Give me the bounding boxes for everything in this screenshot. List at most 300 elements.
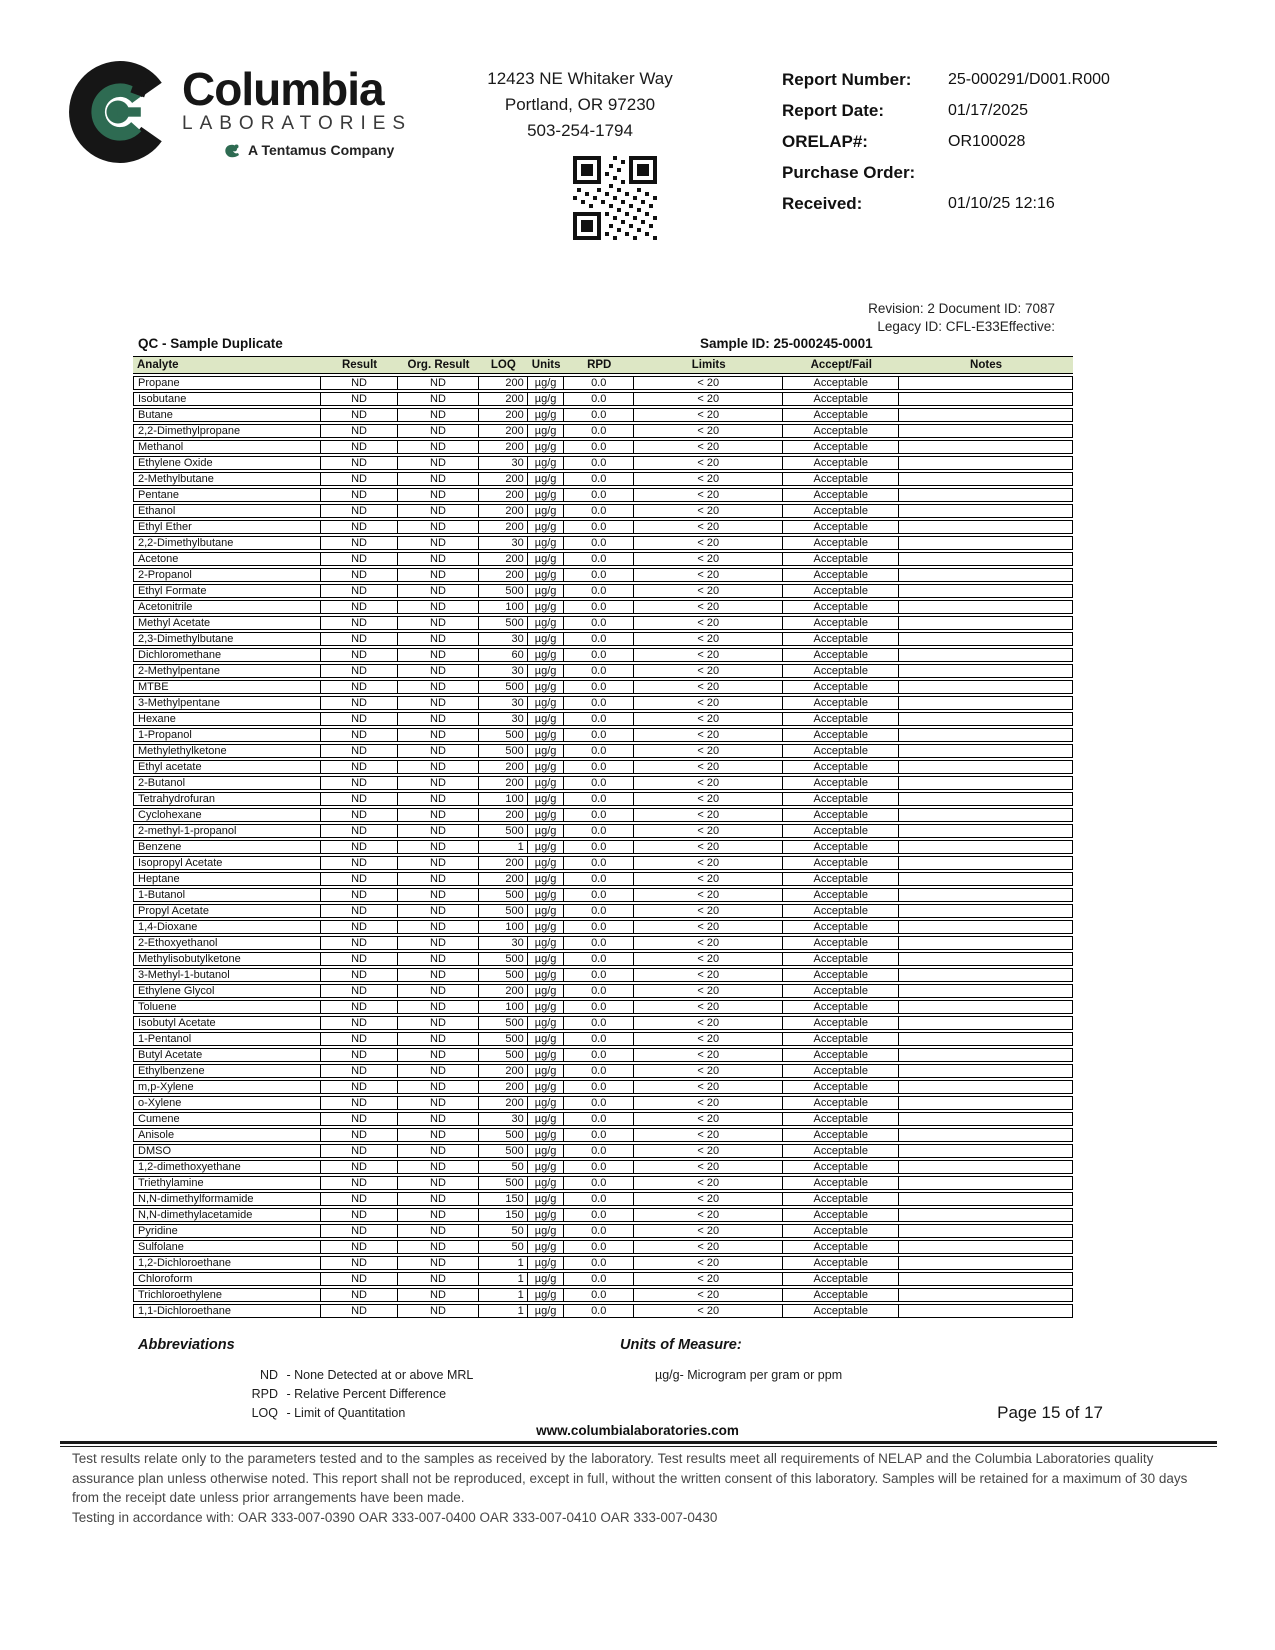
- cell-units: µg/g: [528, 872, 565, 886]
- cell-analyte: Cumene: [133, 1112, 321, 1126]
- cell-loq: 30: [479, 936, 528, 950]
- table-row: [133, 1160, 1073, 1174]
- cell-notes: [899, 1240, 1073, 1254]
- report-info-value: OR100028: [948, 133, 1026, 150]
- cell-units: µg/g: [528, 696, 565, 710]
- cell-units: µg/g: [528, 648, 565, 662]
- table-row: [133, 1128, 1073, 1142]
- cell-accept-fail: Acceptable: [783, 1144, 899, 1158]
- address-line-1: 12423 NE Whitaker Way: [487, 69, 673, 88]
- cell-rpd: 0.0: [564, 1080, 634, 1094]
- cell-analyte: Pyridine: [133, 1224, 321, 1238]
- cell-limits: < 20: [634, 648, 783, 662]
- cell-units: µg/g: [528, 520, 565, 534]
- cell-units: µg/g: [528, 856, 565, 870]
- table-row: [133, 1080, 1073, 1094]
- cell-org-result: ND: [398, 520, 479, 534]
- cell-accept-fail: Acceptable: [783, 824, 899, 838]
- cell-analyte: Propyl Acetate: [133, 904, 321, 918]
- cell-rpd: 0.0: [564, 1144, 634, 1158]
- sample-id-value: 25-000245-0001: [773, 336, 873, 351]
- cell-loq: 100: [479, 920, 528, 934]
- cell-notes: [899, 760, 1073, 774]
- cell-accept-fail: Acceptable: [783, 376, 899, 390]
- table-row: [133, 952, 1073, 966]
- cell-limits: < 20: [634, 760, 783, 774]
- table-row: [133, 536, 1073, 550]
- table-row: [133, 376, 1073, 390]
- cell-loq: 200: [479, 440, 528, 454]
- cell-result: ND: [321, 600, 398, 614]
- cell-loq: 200: [479, 488, 528, 502]
- cell-result: ND: [321, 1192, 398, 1206]
- cell-notes: [899, 1160, 1073, 1174]
- cell-limits: < 20: [634, 536, 783, 550]
- cell-org-result: ND: [398, 776, 479, 790]
- table-row: [133, 680, 1073, 694]
- abbreviation-item: [238, 1366, 473, 1385]
- abbreviation-text: - Limit of Quantitation: [283, 1406, 406, 1420]
- cell-notes: [899, 808, 1073, 822]
- cell-units: µg/g: [528, 792, 565, 806]
- cell-accept-fail: Acceptable: [783, 872, 899, 886]
- cell-loq: 200: [479, 1080, 528, 1094]
- cell-analyte: Heptane: [133, 872, 321, 886]
- cell-analyte: Tetrahydrofuran: [133, 792, 321, 806]
- qc-table-body: [133, 376, 1073, 1318]
- cell-org-result: ND: [398, 712, 479, 726]
- cell-analyte: 2-Ethoxyethanol: [133, 936, 321, 950]
- cell-loq: 150: [479, 1192, 528, 1206]
- cell-result: ND: [321, 696, 398, 710]
- cell-units: µg/g: [528, 1048, 565, 1062]
- cell-org-result: ND: [398, 1240, 479, 1254]
- cell-notes: [899, 1288, 1073, 1302]
- cell-rpd: 0.0: [564, 712, 634, 726]
- cell-loq: 200: [479, 872, 528, 886]
- cell-units: µg/g: [528, 712, 565, 726]
- cell-limits: < 20: [634, 1192, 783, 1206]
- cell-result: ND: [321, 1272, 398, 1286]
- cell-notes: [899, 1256, 1073, 1270]
- cell-result: ND: [321, 936, 398, 950]
- cell-rpd: 0.0: [564, 424, 634, 438]
- cell-units: µg/g: [528, 440, 565, 454]
- abbreviations-items: [238, 1366, 473, 1423]
- cell-notes: [899, 1272, 1073, 1286]
- cell-accept-fail: Acceptable: [783, 1080, 899, 1094]
- cell-notes: [899, 1128, 1073, 1142]
- cell-limits: < 20: [634, 904, 783, 918]
- cell-limits: < 20: [634, 728, 783, 742]
- cell-analyte: 1,2-Dichloroethane: [133, 1256, 321, 1270]
- cell-accept-fail: Acceptable: [783, 1064, 899, 1078]
- table-row: [133, 632, 1073, 646]
- testing-accordance-line: Testing in accordance with: OAR 333-007-0390 OAR 333-007-0400 OAR 333-007-0410 OAR 333-007-0430: [72, 1509, 718, 1525]
- cell-rpd: 0.0: [564, 920, 634, 934]
- cell-accept-fail: Acceptable: [783, 1032, 899, 1046]
- cell-loq: 100: [479, 1000, 528, 1014]
- cell-rpd: 0.0: [564, 1032, 634, 1046]
- cell-rpd: 0.0: [564, 1000, 634, 1014]
- cell-org-result: ND: [398, 1288, 479, 1302]
- cell-units: µg/g: [528, 760, 565, 774]
- cell-units: µg/g: [528, 568, 565, 582]
- cell-accept-fail: Acceptable: [783, 568, 899, 582]
- cell-notes: [899, 792, 1073, 806]
- cell-accept-fail: Acceptable: [783, 1000, 899, 1014]
- cell-analyte: Ethanol: [133, 504, 321, 518]
- cell-loq: 200: [479, 856, 528, 870]
- cell-result: ND: [321, 1176, 398, 1190]
- cell-org-result: ND: [398, 904, 479, 918]
- cell-units: µg/g: [528, 1160, 565, 1174]
- cell-limits: < 20: [634, 872, 783, 886]
- cell-notes: [899, 1224, 1073, 1238]
- cell-org-result: ND: [398, 408, 479, 422]
- table-row: [133, 1240, 1073, 1254]
- cell-notes: [899, 1176, 1073, 1190]
- cell-rpd: 0.0: [564, 1256, 634, 1270]
- cell-analyte: Cyclohexane: [133, 808, 321, 822]
- cell-analyte: 2-Propanol: [133, 568, 321, 582]
- cell-loq: 100: [479, 792, 528, 806]
- cell-loq: 500: [479, 1032, 528, 1046]
- cell-accept-fail: Acceptable: [783, 808, 899, 822]
- cell-loq: 200: [479, 424, 528, 438]
- cell-loq: 200: [479, 984, 528, 998]
- cell-rpd: 0.0: [564, 1192, 634, 1206]
- cell-units: µg/g: [528, 376, 565, 390]
- cell-notes: [899, 376, 1073, 390]
- cell-result: ND: [321, 1208, 398, 1222]
- cell-accept-fail: Acceptable: [783, 648, 899, 662]
- table-row: [133, 1096, 1073, 1110]
- cell-result: ND: [321, 904, 398, 918]
- cell-accept-fail: Acceptable: [783, 776, 899, 790]
- cell-result: ND: [321, 856, 398, 870]
- report-info-label: Received:: [782, 194, 863, 213]
- cell-rpd: 0.0: [564, 408, 634, 422]
- cell-org-result: ND: [398, 424, 479, 438]
- cell-accept-fail: Acceptable: [783, 888, 899, 902]
- cell-analyte: Toluene: [133, 1000, 321, 1014]
- cell-limits: < 20: [634, 552, 783, 566]
- cell-rpd: 0.0: [564, 856, 634, 870]
- cell-notes: [899, 952, 1073, 966]
- cell-accept-fail: Acceptable: [783, 1176, 899, 1190]
- cell-org-result: ND: [398, 648, 479, 662]
- cell-notes: [899, 1192, 1073, 1206]
- cell-notes: [899, 648, 1073, 662]
- cell-org-result: ND: [398, 984, 479, 998]
- cell-analyte: Trichloroethylene: [133, 1288, 321, 1302]
- cell-result: ND: [321, 520, 398, 534]
- cell-rpd: 0.0: [564, 1096, 634, 1110]
- cell-analyte: o-Xylene: [133, 1096, 321, 1110]
- cell-analyte: Acetone: [133, 552, 321, 566]
- table-row: [133, 392, 1073, 406]
- table-row: [133, 1048, 1073, 1062]
- cell-result: ND: [321, 504, 398, 518]
- table-row: [133, 1256, 1073, 1270]
- cell-accept-fail: Acceptable: [783, 488, 899, 502]
- cell-accept-fail: Acceptable: [783, 968, 899, 982]
- cell-notes: [899, 600, 1073, 614]
- cell-accept-fail: Acceptable: [783, 840, 899, 854]
- cell-units: µg/g: [528, 392, 565, 406]
- cell-result: ND: [321, 776, 398, 790]
- cell-notes: [899, 936, 1073, 950]
- table-row: [133, 744, 1073, 758]
- cell-limits: < 20: [634, 600, 783, 614]
- cell-rpd: 0.0: [564, 600, 634, 614]
- cell-org-result: ND: [398, 760, 479, 774]
- column-header-accept-fail: Accept/Fail: [783, 356, 899, 374]
- table-row: [133, 600, 1073, 614]
- cell-analyte: Ethylene Glycol: [133, 984, 321, 998]
- cell-result: ND: [321, 808, 398, 822]
- cell-analyte: MTBE: [133, 680, 321, 694]
- cell-units: µg/g: [528, 632, 565, 646]
- cell-limits: < 20: [634, 1048, 783, 1062]
- table-row: [133, 1288, 1073, 1302]
- cell-org-result: ND: [398, 696, 479, 710]
- cell-rpd: 0.0: [564, 1304, 634, 1318]
- table-row: [133, 824, 1073, 838]
- cell-org-result: ND: [398, 1208, 479, 1222]
- abbreviations-block: [138, 1337, 473, 1423]
- cell-rpd: 0.0: [564, 504, 634, 518]
- table-row: [133, 1016, 1073, 1030]
- cell-limits: < 20: [634, 696, 783, 710]
- cell-units: µg/g: [528, 1256, 565, 1270]
- cell-org-result: ND: [398, 1112, 479, 1126]
- cell-accept-fail: Acceptable: [783, 1096, 899, 1110]
- cell-accept-fail: Acceptable: [783, 760, 899, 774]
- brand-subtitle: LABORATORIES: [182, 113, 413, 134]
- abbreviations-title: Abbreviations: [138, 1337, 235, 1353]
- table-row: [133, 472, 1073, 486]
- table-row: [133, 584, 1073, 598]
- cell-accept-fail: Acceptable: [783, 856, 899, 870]
- cell-rpd: 0.0: [564, 1224, 634, 1238]
- cell-rpd: 0.0: [564, 584, 634, 598]
- cell-rpd: 0.0: [564, 984, 634, 998]
- cell-analyte: N,N-dimethylformamide: [133, 1192, 321, 1206]
- cell-result: ND: [321, 1016, 398, 1030]
- table-row: [133, 728, 1073, 742]
- cell-org-result: ND: [398, 376, 479, 390]
- cell-accept-fail: Acceptable: [783, 744, 899, 758]
- cell-notes: [899, 728, 1073, 742]
- cell-loq: 500: [479, 728, 528, 742]
- cell-org-result: ND: [398, 600, 479, 614]
- cell-units: µg/g: [528, 424, 565, 438]
- cell-accept-fail: Acceptable: [783, 1160, 899, 1174]
- cell-result: ND: [321, 920, 398, 934]
- cell-rpd: 0.0: [564, 648, 634, 662]
- cell-notes: [899, 1304, 1073, 1318]
- cell-notes: [899, 696, 1073, 710]
- cell-loq: 200: [479, 376, 528, 390]
- cell-org-result: ND: [398, 1160, 479, 1174]
- cell-loq: 200: [479, 1064, 528, 1078]
- cell-notes: [899, 568, 1073, 582]
- cell-result: ND: [321, 824, 398, 838]
- cell-accept-fail: Acceptable: [783, 1304, 899, 1318]
- cell-notes: [899, 552, 1073, 566]
- cell-notes: [899, 888, 1073, 902]
- cell-analyte: Methylethylketone: [133, 744, 321, 758]
- table-row: [133, 1208, 1073, 1222]
- abbreviation-text: - Relative Percent Difference: [283, 1387, 447, 1401]
- abbreviation-item: [238, 1404, 473, 1423]
- cell-limits: < 20: [634, 632, 783, 646]
- cell-loq: 1: [479, 840, 528, 854]
- cell-rpd: 0.0: [564, 808, 634, 822]
- cell-rpd: 0.0: [564, 440, 634, 454]
- cell-notes: [899, 856, 1073, 870]
- cell-loq: 1: [479, 1304, 528, 1318]
- cell-loq: 100: [479, 600, 528, 614]
- cell-analyte: 1,2-dimethoxyethane: [133, 1160, 321, 1174]
- cell-units: µg/g: [528, 808, 565, 822]
- cell-org-result: ND: [398, 536, 479, 550]
- cell-loq: 500: [479, 1176, 528, 1190]
- cell-org-result: ND: [398, 808, 479, 822]
- cell-accept-fail: Acceptable: [783, 408, 899, 422]
- page-number: Page 15 of 17: [997, 1403, 1103, 1422]
- cell-rpd: 0.0: [564, 1240, 634, 1254]
- table-row: [133, 984, 1073, 998]
- cell-notes: [899, 1032, 1073, 1046]
- cell-accept-fail: Acceptable: [783, 680, 899, 694]
- cell-accept-fail: Acceptable: [783, 1048, 899, 1062]
- cell-units: µg/g: [528, 824, 565, 838]
- cell-loq: 500: [479, 744, 528, 758]
- cell-result: ND: [321, 1096, 398, 1110]
- cell-notes: [899, 504, 1073, 518]
- cell-rpd: 0.0: [564, 1016, 634, 1030]
- cell-analyte: Methyl Acetate: [133, 616, 321, 630]
- cell-units: µg/g: [528, 1128, 565, 1142]
- cell-analyte: Propane: [133, 376, 321, 390]
- cell-units: µg/g: [528, 680, 565, 694]
- cell-rpd: 0.0: [564, 664, 634, 678]
- cell-limits: < 20: [634, 376, 783, 390]
- cell-notes: [899, 712, 1073, 726]
- cell-accept-fail: Acceptable: [783, 1272, 899, 1286]
- cell-loq: 30: [479, 632, 528, 646]
- cell-limits: < 20: [634, 1256, 783, 1270]
- cell-accept-fail: Acceptable: [783, 1112, 899, 1126]
- cell-limits: < 20: [634, 712, 783, 726]
- cell-loq: 500: [479, 904, 528, 918]
- cell-loq: 200: [479, 1096, 528, 1110]
- abbreviation-text: - None Detected at or above MRL: [283, 1368, 474, 1382]
- cell-analyte: Butyl Acetate: [133, 1048, 321, 1062]
- report-info-label: ORELAP#:: [782, 132, 868, 151]
- cell-limits: < 20: [634, 1272, 783, 1286]
- cell-rpd: 0.0: [564, 456, 634, 470]
- cell-org-result: ND: [398, 744, 479, 758]
- table-row: [133, 712, 1073, 726]
- column-header-loq: LOQ: [479, 356, 528, 374]
- cell-loq: 30: [479, 1112, 528, 1126]
- cell-rpd: 0.0: [564, 520, 634, 534]
- cell-result: ND: [321, 664, 398, 678]
- cell-analyte: Acetonitrile: [133, 600, 321, 614]
- cell-limits: < 20: [634, 440, 783, 454]
- column-header-notes: Notes: [899, 356, 1073, 374]
- cell-units: µg/g: [528, 1000, 565, 1014]
- cell-org-result: ND: [398, 856, 479, 870]
- cell-loq: 200: [479, 504, 528, 518]
- cell-accept-fail: Acceptable: [783, 1256, 899, 1270]
- cell-result: ND: [321, 1000, 398, 1014]
- cell-analyte: Hexane: [133, 712, 321, 726]
- cell-org-result: ND: [398, 968, 479, 982]
- cell-rpd: 0.0: [564, 680, 634, 694]
- cell-limits: < 20: [634, 1016, 783, 1030]
- cell-accept-fail: Acceptable: [783, 728, 899, 742]
- cell-org-result: ND: [398, 568, 479, 582]
- report-info-label: Report Date:: [782, 101, 885, 120]
- cell-analyte: 1,1-Dichloroethane: [133, 1304, 321, 1318]
- cell-rpd: 0.0: [564, 1288, 634, 1302]
- cell-rpd: 0.0: [564, 888, 634, 902]
- table-row: [133, 552, 1073, 566]
- cell-units: µg/g: [528, 984, 565, 998]
- cell-org-result: ND: [398, 632, 479, 646]
- qc-section-title: QC - Sample Duplicate: [138, 336, 283, 351]
- brand-text: [182, 60, 412, 158]
- cell-limits: < 20: [634, 488, 783, 502]
- cell-result: ND: [321, 1160, 398, 1174]
- disclaimer-text: Test results relate only to the parameters tested and to the samples as received by the laboratory. Test results meet all requirements of NELAP and the Columbia Laboratories quality assurance plan unless otherwise noted. This report shall not be reproduced, except in full, without the written consent of this laboratory. Samples will be retained for a maximum of 30 days from the receipt date unless prior arrangements have been made.: [72, 1451, 1188, 1505]
- cell-org-result: ND: [398, 1176, 479, 1190]
- cell-org-result: ND: [398, 392, 479, 406]
- report-info-value: 25-000291/D001.R000: [948, 71, 1110, 88]
- cell-result: ND: [321, 392, 398, 406]
- brand-tagline-label: A Tentamus Company: [248, 142, 395, 158]
- cell-org-result: ND: [398, 440, 479, 454]
- cell-accept-fail: Acceptable: [783, 920, 899, 934]
- cell-limits: < 20: [634, 1032, 783, 1046]
- table-row: [133, 968, 1073, 982]
- cell-notes: [899, 1208, 1073, 1222]
- cell-accept-fail: Acceptable: [783, 552, 899, 566]
- cell-loq: 500: [479, 968, 528, 982]
- cell-org-result: ND: [398, 1192, 479, 1206]
- qc-table-header-row: [133, 356, 1073, 374]
- cell-loq: 500: [479, 1016, 528, 1030]
- table-row: [133, 1064, 1073, 1078]
- cell-result: ND: [321, 1112, 398, 1126]
- column-header-result: Result: [321, 356, 398, 374]
- cell-accept-fail: Acceptable: [783, 1288, 899, 1302]
- cell-units: µg/g: [528, 456, 565, 470]
- cell-accept-fail: Acceptable: [783, 440, 899, 454]
- cell-loq: 200: [479, 392, 528, 406]
- cell-rpd: 0.0: [564, 840, 634, 854]
- cell-analyte: Methylisobutylketone: [133, 952, 321, 966]
- cell-org-result: ND: [398, 1304, 479, 1318]
- cell-units: µg/g: [528, 504, 565, 518]
- cell-units: µg/g: [528, 1224, 565, 1238]
- report-info-row: [782, 194, 1142, 214]
